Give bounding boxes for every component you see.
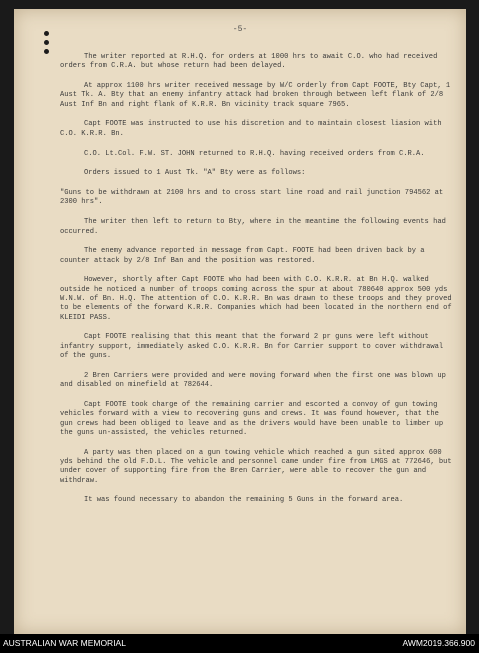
paragraph: The enemy advance reported in message from Capt. FOOTE had been driven back by a counter attack by 2/8 Inf Ban and the position was restored. <box>60 247 425 265</box>
document-page <box>14 9 466 634</box>
archive-footer <box>0 634 479 653</box>
punch-hole <box>44 49 49 54</box>
paragraph: The writer then left to return to Bty, where in the meantime the following events had occurred. <box>60 218 446 236</box>
paragraph: However, shortly after Capt FOOTE who had been with C.O. K.R.R. at Bn H.Q. walked outside he noticed a number of troops coming across the spur at about 780640 approx 500 yds W.N.W. of Bn. H.Q. The attention of C.O. K.R.R. Bn was drawn to these troops and they proved to be elements of the forward K.R.R. Companies which had been located in the northern end of KLEIDI PASS. <box>60 276 452 322</box>
page-number: -5- <box>232 25 248 34</box>
paragraph: The writer reported at R.H.Q. for orders at 1000 hrs to await C.O. who had received orders from C.R.A. but whose return had been delayed. <box>60 53 438 71</box>
paragraph: Capt FOOTE realising that this meant that the forward 2 pr guns were left without infantry support, immediately asked C.O. K.R.R. Bn for Carrier support to cover withdrawal of the guns. <box>60 333 444 361</box>
footer-institution: AUSTRALIAN WAR MEMORIAL <box>3 638 126 648</box>
paragraph: Orders issued to 1 Aust Tk. "A" Bty were as follows: <box>84 169 306 178</box>
paragraph: C.O. Lt.Col. F.W. ST. JOHN returned to R.H.Q. having received orders from C.R.A. <box>84 149 425 158</box>
punch-holes <box>44 31 49 58</box>
paragraph: Capt FOOTE took charge of the remaining carrier and escorted a convoy of gun towing vehicles forward with a view to recovering guns and crews. It was found however, that the gun crews had been obliged to leave and as the drivers would have been unable to limber up the guns un-assisted, the vehicles returned. <box>60 400 444 437</box>
paragraph: 2 Bren Carriers were provided and were moving forward when the first one was blown up and disabled on minefield at 782644. <box>60 371 446 390</box>
paragraph: It was found necessary to abandon the remaining 5 Guns in the forward area. <box>84 496 404 505</box>
footer-accession-number: AWM2019.366.900 <box>402 638 475 648</box>
paragraph: Capt FOOTE was instructed to use his discretion and to maintain closest liasion with C.O. K.R.R. Bn. <box>60 120 442 138</box>
punch-hole <box>44 40 49 45</box>
paragraph: "Guns to be withdrawn at 2100 hrs and to cross start line road and rail junction 794562 at 2300 hrs". <box>60 189 444 207</box>
document-body <box>60 53 454 516</box>
paragraph: A party was then placed on a gun towing vehicle which reached a gun sited approx 600 yds behind the old F.D.L. The vehicle and personnel came under fire from LMGS at 772646, but under cover of supporting fire from the Bren Carrier, were able to recover the gun and withdraw. <box>60 448 452 485</box>
paragraph: At approx 1100 hrs writer received message by W/C orderly from Capt FOOTE, Bty Capt, 1 Aust Tk. A. Bty that an enemy infantry attack had broken through between left flank of 2/8 Aust Inf Bn and right flank of K.R.R. Bn vicinity track square 7965. <box>60 82 451 109</box>
